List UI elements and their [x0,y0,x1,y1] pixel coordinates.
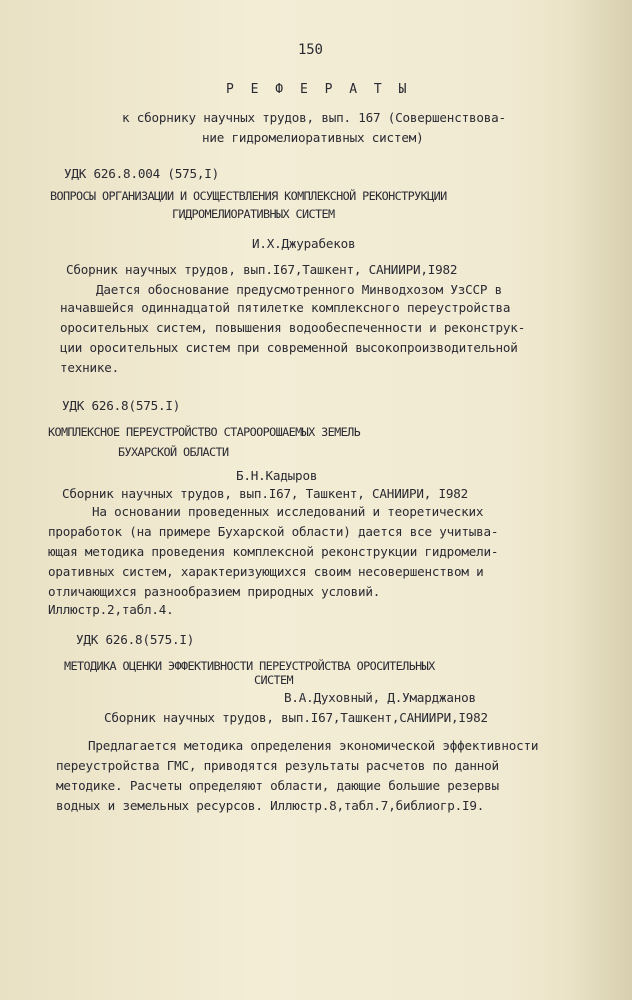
abstract-1-body-line-3: оросительных систем, повышения водообеспеченности и реконструк- [60,320,526,335]
abstract-2-source: Сборник научных трудов, вып.I67, Ташкент, САНИИРИ, I982 [62,486,469,501]
abstract-3-title-line-2: СИСТЕМ [254,673,294,687]
abstract-3-body-line-3: методике. Расчеты определяют области, дающие большие резервы [56,778,499,793]
abstract-3-body-line-1: Предлагается методика определения экономической эффективности [88,738,539,753]
section-subtitle-line-2: ние гидромелиоративных систем) [202,130,424,145]
abstract-2-body-line-6: Иллюстр.2,табл.4. [48,602,174,617]
abstract-2-title-line-1: КОМПЛЕКСНОЕ ПЕРЕУСТРОЙСТВО СТАРООРОШАЕМЫХ ЗЕМЕЛЬ [48,425,361,439]
abstract-2-body-line-2: проработок (на примере Бухарской области) дается все учитыва- [48,524,499,539]
page-number: 150 [298,42,323,58]
section-subtitle-line-1: к сборнику научных трудов, вып. 167 (Совершенствова- [122,110,506,125]
abstract-3-source: Сборник научных трудов, вып.I67,Ташкент,САНИИРИ,I982 [104,710,488,725]
abstract-3-title-line-1: МЕТОДИКА ОЦЕНКИ ЭФФЕКТИВНОСТИ ПЕРЕУСТРОЙСТВА ОРОСИТЕЛЬНЫХ [64,659,435,673]
abstract-1-udc: УДК 626.8.004 (575,I) [64,166,220,181]
abstract-1-author: И.Х.Джурабеков [252,236,356,251]
page-edge-shadow [572,0,632,1000]
abstract-1-title-line-1: ВОПРОСЫ ОРГАНИЗАЦИИ И ОСУЩЕСТВЛЕНИЯ КОМПЛЕКСНОЙ РЕКОНСТРУКЦИИ [50,189,447,203]
abstract-2-body-line-4: оративных систем, характеризующихся своим несовершенством и [48,564,484,579]
abstract-3-author: В.А.Духовный, Д.Умарджанов [284,690,476,705]
abstract-1-title-line-2: ГИДРОМЕЛИОРАТИВНЫХ СИСТЕМ [172,207,335,221]
abstract-3-body-line-4: водных и земельных ресурсов. Иллюстр.8,табл.7,библиогр.I9. [56,798,485,813]
abstract-3-body-line-2: переустройства ГМС, приводятся результаты расчетов по данной [56,758,499,773]
abstract-1-source: Сборник научных трудов, вып.I67,Ташкент, САНИИРИ,I982 [66,262,458,277]
abstract-3-udc: УДК 626.8(575.I) [76,632,195,647]
abstract-2-body-line-3: ющая методика проведения комплексной реконструкции гидромели- [48,544,499,559]
abstract-1-body-line-1: Дается обоснование предусмотренного Минводхозом УзССР в [96,282,503,297]
abstract-1-body-line-5: технике. [60,360,120,375]
abstract-1-body-line-2: начавшейся одиннадцатой пятилетке комплексного переустройства [60,300,511,315]
abstract-2-udc: УДК 626.8(575.I) [62,398,181,413]
abstract-2-body-line-1: На основании проведенных исследований и теоретических [92,504,484,519]
abstract-2-title-line-2: БУХАРСКОЙ ОБЛАСТИ [118,445,229,459]
abstract-2-body-line-5: отличающихся разнообразием природных условий. [48,584,381,599]
abstract-2-author: Б.Н.Кадыров [236,468,318,483]
abstract-1-body-line-4: ции оросительных систем при современной высокопроизводительной [60,340,518,355]
section-title: Р Е Ф Е Р А Т Ы [226,82,411,97]
